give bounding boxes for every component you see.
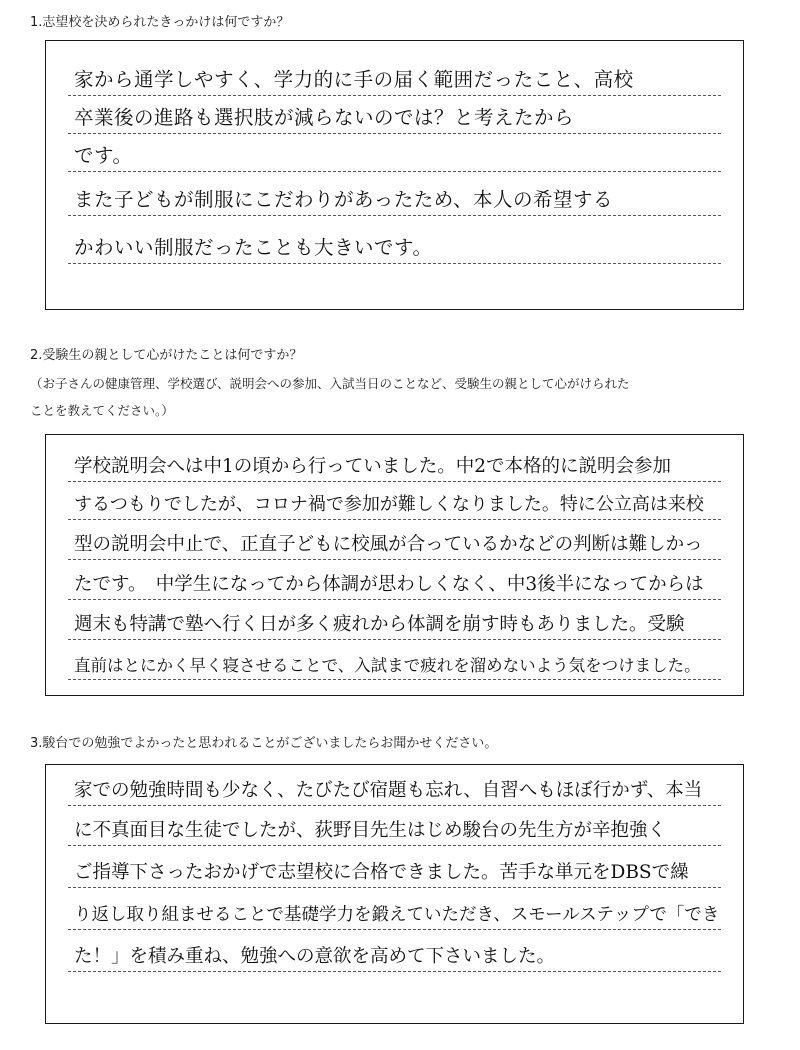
answer-text: たです。 中学生になってから体調が思わしくなく、中3後半になってからは — [74, 574, 704, 595]
answer-line — [68, 851, 721, 888]
question-2-heading: 2.受験生の親として心がけたことは何ですか？ — [30, 348, 303, 363]
question-2-note-line-1: （お子さんの健康管理、学校選び、説明会への参加、入試当日のことなど、受験生の親として心がけられた — [30, 376, 630, 391]
question-3-heading: 3.駿台での勉強でよかったと思われることがございましたらお聞かせください。 — [30, 736, 498, 751]
answer-line — [68, 643, 721, 680]
answer-box-3 — [45, 764, 744, 1024]
answer-line — [68, 523, 721, 560]
answer-line — [68, 227, 721, 264]
answer-text: かわいい制服だったことも大きいです。 — [74, 236, 433, 259]
answer-text: です。 — [74, 144, 133, 167]
question-1-heading: 1.志望校を決められたきっかけは何ですか？ — [30, 15, 290, 30]
answer-line — [68, 135, 721, 172]
answer-box-2 — [45, 434, 744, 696]
answer-text: 家から通学しやすく、学力的に手の届く範囲だったこと、高校 — [74, 68, 634, 91]
answer-text: に不真面目な生徒でしたが、荻野目先生はじめ駿台の先生方が辛抱強く — [74, 820, 667, 841]
answer-line — [68, 603, 721, 640]
answer-line — [68, 179, 721, 216]
question-2-note-line-2: ことを教えてください。） — [30, 403, 174, 418]
answer-text: 週末も特講で塾へ行く日が多く疲れから体調を崩す時もありました。受験 — [74, 614, 685, 635]
answer-text: た！」を積み重ね、勉強への意欲を高めて下さいました。 — [74, 946, 556, 967]
answer-line — [68, 893, 721, 930]
answer-line — [68, 935, 721, 972]
answer-text: 型の説明会中止で、正直子どもに校風が合っているかなどの判断は難しかっ — [74, 534, 703, 555]
answer-line — [68, 769, 721, 806]
answer-text: するつもりでしたが、コロナ禍で参加が難しくなりました。特に公立高は来校 — [74, 494, 704, 515]
answer-line — [68, 809, 721, 846]
answer-line — [68, 563, 721, 600]
answer-line — [68, 483, 721, 520]
answer-line — [68, 97, 721, 134]
answer-line — [68, 445, 721, 482]
answer-text: 家での勉強時間も少なく、たびたび宿題も忘れ、自習へもほぼ行かず、本当 — [74, 780, 703, 801]
answer-text: 学校説明会へは中1の頃から行っていました。中2で本格的に説明会参加 — [74, 456, 672, 477]
answer-text: 卒業後の進路も選択肢が減らないのでは？と考えたから — [74, 106, 575, 129]
answer-line — [68, 59, 721, 96]
answer-text: また子どもが制服にこだわりがあったため、本人の希望する — [74, 188, 614, 211]
answer-text: 直前はとにかく早く寝させることで、入試まで疲れを溜めないよう気をつけました。 — [74, 656, 701, 675]
answer-text: り返し取り組ませることで基礎学力を鍛えていただき、スモールステップで「でき — [74, 905, 720, 925]
answer-box-1 — [45, 40, 744, 310]
answer-text: ご指導下さったおかげで志望校に合格できました。苦手な単元をDBSで繰 — [74, 862, 689, 883]
